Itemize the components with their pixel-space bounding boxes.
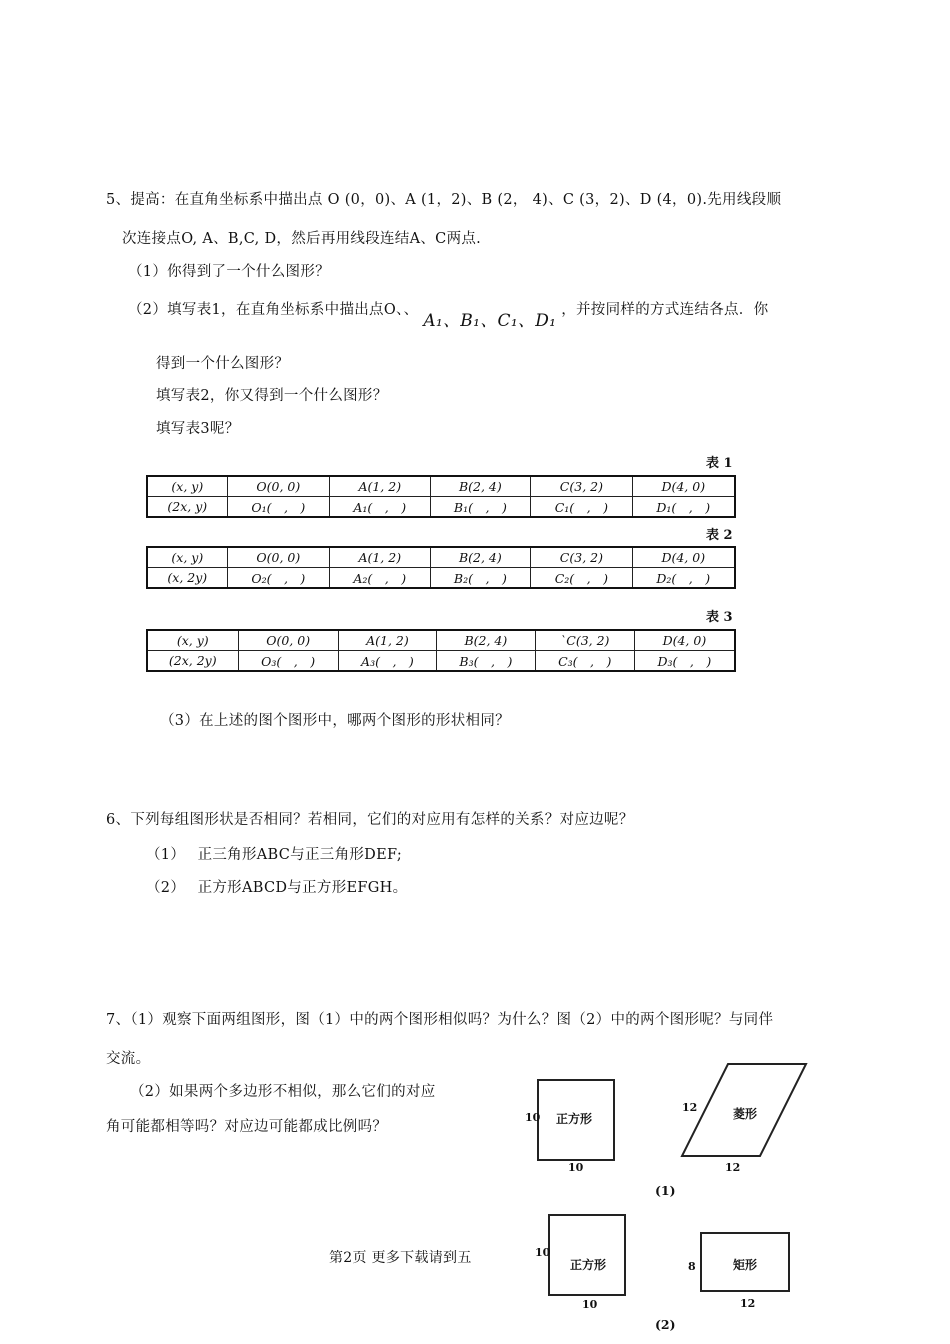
figure-caption-2: (2) bbox=[655, 1317, 676, 1332]
table-cell: (x, 2y) bbox=[147, 568, 227, 589]
rectangle-side-left: 8 bbox=[688, 1260, 696, 1273]
table-row bbox=[147, 651, 735, 672]
rhombus-side-left: 12 bbox=[682, 1101, 698, 1114]
q6-line1: 6、下列每组图形状是否相同？若相同，它们的对应用有怎样的关系？对应边呢？ bbox=[106, 812, 634, 828]
table-cell: (x, y) bbox=[147, 547, 227, 568]
q5-fill3: 填写表3呢？ bbox=[156, 421, 240, 437]
rectangle-label: 矩形 bbox=[733, 1258, 758, 1272]
table2 bbox=[146, 546, 736, 589]
table-cell: (x, y) bbox=[147, 476, 227, 497]
table-row bbox=[147, 476, 735, 497]
table-cell: C(3, 2) bbox=[531, 476, 632, 497]
square-label-1: 正方形 bbox=[556, 1112, 593, 1126]
table-cell: B₁( , ) bbox=[430, 497, 531, 518]
table-cell: D(4, 0) bbox=[632, 476, 735, 497]
square-figure-2 bbox=[548, 1214, 626, 1296]
table-cell: D(4, 0) bbox=[634, 630, 735, 651]
table-cell: D₁( , ) bbox=[632, 497, 735, 518]
table-cell: D₂( , ) bbox=[632, 568, 735, 589]
figure-caption-1: (1) bbox=[655, 1183, 676, 1198]
q5-fill2: 填写表2，你又得到一个什么图形？ bbox=[156, 388, 388, 404]
table3 bbox=[146, 629, 736, 672]
table-row bbox=[147, 547, 735, 568]
table-cell: (x, y) bbox=[147, 630, 238, 651]
table3-title: 表 3 bbox=[706, 610, 733, 625]
rectangle-side-bottom: 12 bbox=[740, 1297, 756, 1310]
q5-line1: 5、提高：在直角坐标系中描出点 O (0，0)、A (1，2)、B (2， 4)、C (3，2)、D (4，0).先用线段顺 bbox=[106, 192, 782, 208]
square-side-left-2: 10 bbox=[535, 1246, 551, 1259]
q7-line1: 7、（1）观察下面两组图形，图（1）中的两个图形相似吗？为什么？图（2）中的两个图形呢？与同伴 bbox=[106, 1012, 774, 1028]
q5-sub2-cont: 得到一个什么图形？ bbox=[156, 356, 290, 372]
square-side-bottom-2: 10 bbox=[582, 1298, 598, 1311]
table-cell: (2x, 2y) bbox=[147, 651, 238, 672]
q5-sub2-math: A₁、B₁、C₁、D₁ bbox=[423, 311, 557, 331]
table-cell: `C(3, 2) bbox=[535, 630, 634, 651]
q5-sub2-pre: （2）填写表1，在直角坐标系中描出点O、、 bbox=[128, 302, 419, 318]
table-cell: A(1, 2) bbox=[338, 630, 436, 651]
square-side-left-1: 10 bbox=[525, 1111, 541, 1124]
table-row bbox=[147, 497, 735, 518]
table-cell: O₁( , ) bbox=[227, 497, 329, 518]
table-row bbox=[147, 630, 735, 651]
q6-item2: （2） 正方形ABCD与正方形EFGH。 bbox=[146, 880, 408, 896]
table-cell: O₂( , ) bbox=[227, 568, 329, 589]
table-cell: B(2, 4) bbox=[430, 476, 531, 497]
table-cell: O(0, 0) bbox=[227, 547, 329, 568]
rhombus-side-bottom: 12 bbox=[725, 1161, 741, 1174]
table-cell: B₂( , ) bbox=[430, 568, 531, 589]
table-cell: A(1, 2) bbox=[330, 476, 430, 497]
q7-line3: （2）如果两个多边形不相似，那么它们的对应 bbox=[130, 1084, 436, 1100]
table-cell: B₃( , ) bbox=[437, 651, 536, 672]
table-cell: C(3, 2) bbox=[531, 547, 632, 568]
table-cell: C₁( , ) bbox=[531, 497, 632, 518]
table-cell: O(0, 0) bbox=[238, 630, 338, 651]
q5-sub1: （1）你得到了一个什么图形？ bbox=[128, 264, 330, 280]
table-cell: O(0, 0) bbox=[227, 476, 329, 497]
table-cell: C₃( , ) bbox=[535, 651, 634, 672]
table-cell: (2x, y) bbox=[147, 497, 227, 518]
table-cell: A₂( , ) bbox=[330, 568, 430, 589]
table-cell: A(1, 2) bbox=[330, 547, 430, 568]
q5-sub3: （3）在上述的图个图形中，哪两个图形的形状相同？ bbox=[160, 713, 510, 729]
square-label-2: 正方形 bbox=[570, 1258, 607, 1272]
table-row bbox=[147, 568, 735, 589]
q5-sub2 bbox=[128, 294, 769, 331]
q5-sub2-post: ，并按同样的方式连结各点．你 bbox=[561, 302, 769, 318]
table-cell: A₃( , ) bbox=[338, 651, 436, 672]
table-cell: D(4, 0) bbox=[632, 547, 735, 568]
table-cell: C₂( , ) bbox=[531, 568, 632, 589]
table-cell: B(2, 4) bbox=[430, 547, 531, 568]
q7-line4: 角可能都相等吗？对应边可能都成比例吗？ bbox=[106, 1119, 388, 1135]
table-cell: D₃( , ) bbox=[634, 651, 735, 672]
table-cell: B(2, 4) bbox=[437, 630, 536, 651]
table-cell: O₃( , ) bbox=[238, 651, 338, 672]
q6-item1: （1） 正三角形ABC与正三角形DEF; bbox=[146, 847, 403, 863]
q7-line2: 交流。 bbox=[106, 1051, 151, 1067]
rhombus-label: 菱形 bbox=[733, 1107, 758, 1121]
table-cell: A₁( , ) bbox=[330, 497, 430, 518]
table2-title: 表 2 bbox=[706, 528, 733, 543]
q5-line2: 次连接点O, A、B,C, D，然后再用线段连结A、C两点. bbox=[122, 231, 482, 247]
square-side-bottom-1: 10 bbox=[568, 1161, 584, 1174]
table1 bbox=[146, 475, 736, 518]
page-footer: 第2页 更多下载请到五 bbox=[329, 1250, 472, 1266]
table1-title: 表 1 bbox=[706, 456, 733, 471]
